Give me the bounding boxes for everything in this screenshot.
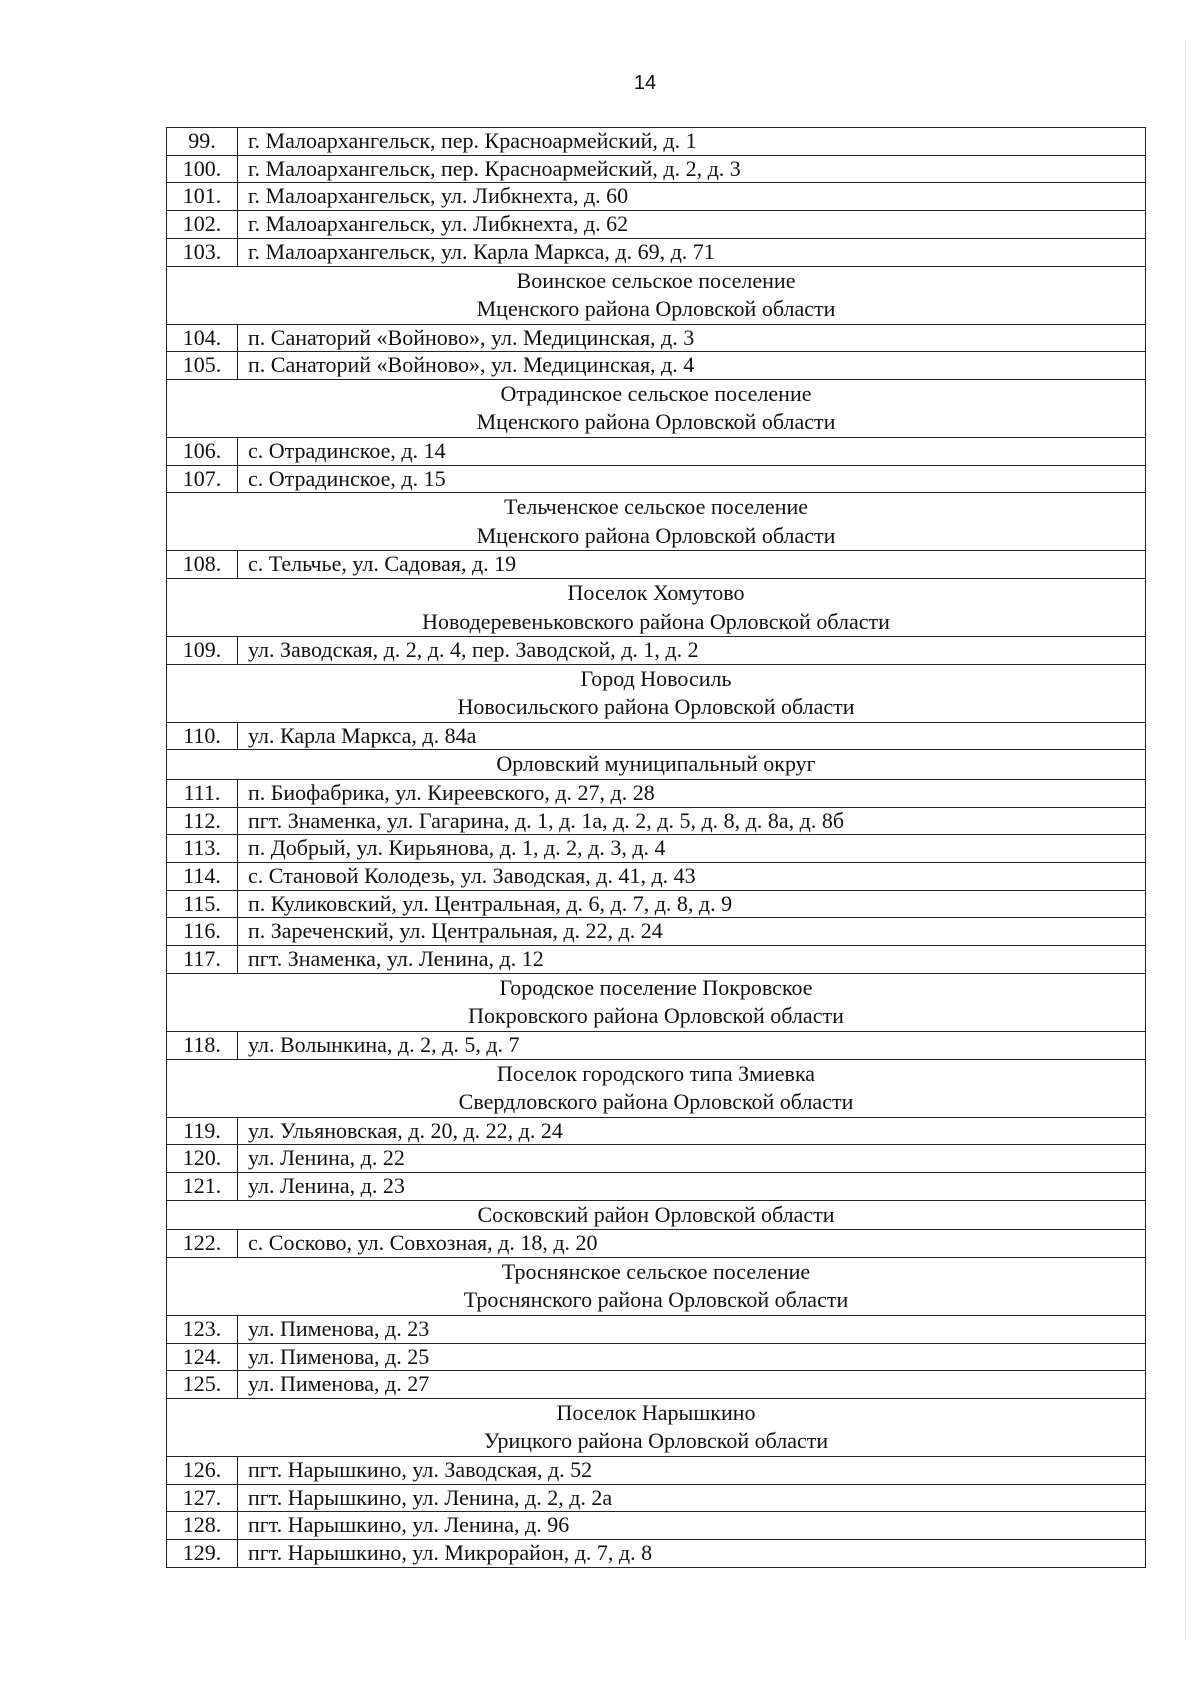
row-number: 124.	[167, 1343, 238, 1371]
table-row	[167, 324, 1146, 352]
section-header-line: Воинское сельское поселение	[516, 267, 796, 293]
row-address: ул. Пименова, д. 23	[238, 1315, 1146, 1343]
row-number: 123.	[167, 1315, 238, 1343]
table-row	[167, 779, 1146, 807]
table-row	[167, 890, 1146, 918]
table-row	[167, 238, 1146, 266]
row-address: п. Санаторий «Войново», ул. Медицинская, д. 4	[238, 352, 1146, 380]
row-number: 109.	[167, 637, 238, 665]
row-address: ул. Карла Маркса, д. 84а	[238, 722, 1146, 750]
section-header-line: Поселок Нарышкино	[556, 1399, 756, 1425]
row-number: 119.	[167, 1117, 238, 1145]
section-header-line: Троснянское сельское поселение	[501, 1258, 811, 1284]
row-number: 122.	[167, 1230, 238, 1258]
table-row	[167, 1456, 1146, 1484]
row-number: 118.	[167, 1031, 238, 1059]
row-address: ул. Ленина, д. 23	[238, 1172, 1146, 1200]
table-row	[167, 183, 1146, 211]
row-address: ул. Заводская, д. 2, д. 4, пер. Заводской, д. 1, д. 2	[238, 637, 1146, 665]
section-header-line: Троснянского района Орловской области	[463, 1287, 849, 1313]
row-address: г. Малоархангельск, пер. Красноармейский, д. 1	[238, 128, 1146, 156]
table-row	[167, 807, 1146, 835]
row-number: 100.	[167, 155, 238, 183]
section-header-line: Урицкого района Орловской области	[483, 1428, 829, 1454]
section-header-line: Мценского района Орловской области	[476, 296, 836, 322]
section-header	[167, 1200, 1146, 1230]
table-row	[167, 551, 1146, 579]
section-header-row	[167, 493, 1146, 551]
row-address: с. Тельчье, ул. Садовая, д. 19	[238, 551, 1146, 579]
scan-artifact	[1185, 40, 1186, 1640]
row-address: пгт. Знаменка, ул. Гагарина, д. 1, д. 1а, д. 2, д. 5, д. 8, д. 8а, д. 8б	[238, 807, 1146, 835]
row-address: с. Отрадинское, д. 14	[238, 437, 1146, 465]
section-header-line: Сосковский район Орловской области	[477, 1201, 835, 1227]
row-number: 114.	[167, 863, 238, 891]
row-address: ул. Пименова, д. 27	[238, 1371, 1146, 1399]
row-address: г. Малоархангельск, пер. Красноармейский, д. 2, д. 3	[238, 155, 1146, 183]
section-header-line: Свердловского района Орловской области	[458, 1089, 854, 1115]
section-header-line: Орловский муниципальный округ	[496, 751, 816, 777]
section-header-line: Поселок городского типа Змиевка	[496, 1060, 816, 1086]
section-header-row	[167, 1200, 1146, 1230]
table-row	[167, 1484, 1146, 1512]
table-row	[167, 211, 1146, 239]
section-header-row	[167, 579, 1146, 637]
row-number: 129.	[167, 1540, 238, 1568]
section-header-row	[167, 379, 1146, 437]
section-header-line: Тельченское сельское поселение	[503, 494, 809, 520]
row-number: 128.	[167, 1512, 238, 1540]
table-row	[167, 155, 1146, 183]
row-address: пгт. Нарышкино, ул. Ленина, д. 2, д. 2а	[238, 1484, 1146, 1512]
table-row	[167, 918, 1146, 946]
row-address: пгт. Нарышкино, ул. Микрорайон, д. 7, д. 8	[238, 1540, 1146, 1568]
section-header	[167, 664, 1146, 722]
table-row	[167, 637, 1146, 665]
row-address: г. Малоархангельск, ул. Карла Маркса, д. 69, д. 71	[238, 238, 1146, 266]
table-row	[167, 1540, 1146, 1568]
row-address: ул. Волынкина, д. 2, д. 5, д. 7	[238, 1031, 1146, 1059]
row-address: г. Малоархангельск, ул. Либкнехта, д. 62	[238, 211, 1146, 239]
section-header	[167, 1398, 1146, 1456]
table-row	[167, 1145, 1146, 1173]
row-number: 125.	[167, 1371, 238, 1399]
section-header-line: Покровского района Орловской области	[468, 1003, 844, 1029]
row-address: п. Куликовский, ул. Центральная, д. 6, д. 7, д. 8, д. 9	[238, 890, 1146, 918]
row-number: 116.	[167, 918, 238, 946]
section-header	[167, 579, 1146, 637]
row-address: с. Отрадинское, д. 15	[238, 465, 1146, 493]
section-header	[167, 1059, 1146, 1117]
row-number: 99.	[167, 128, 238, 156]
table-row	[167, 1230, 1146, 1258]
section-header	[167, 379, 1146, 437]
section-header-line: Город Новосиль	[580, 665, 732, 691]
row-address: с. Становой Колодезь, ул. Заводская, д. 41, д. 43	[238, 863, 1146, 891]
row-address: пгт. Нарышкино, ул. Заводская, д. 52	[238, 1456, 1146, 1484]
section-header-line: Поселок Хомутово	[567, 580, 745, 606]
row-number: 106.	[167, 437, 238, 465]
section-header-row	[167, 664, 1146, 722]
row-address: г. Малоархангельск, ул. Либкнехта, д. 60	[238, 183, 1146, 211]
address-table-body	[167, 128, 1146, 1568]
section-header-row	[167, 1257, 1146, 1315]
row-address: пгт. Знаменка, ул. Ленина, д. 12	[238, 946, 1146, 974]
row-address: ул. Пименова, д. 25	[238, 1343, 1146, 1371]
row-number: 105.	[167, 352, 238, 380]
section-header-line: Мценского района Орловской области	[476, 522, 836, 548]
section-header-line: Новодеревеньковского района Орловской области	[422, 608, 890, 634]
table-row	[167, 128, 1146, 156]
section-header-line: Новосильского района Орловской области	[457, 694, 855, 720]
row-number: 126.	[167, 1456, 238, 1484]
section-header-row	[167, 1398, 1146, 1456]
row-number: 115.	[167, 890, 238, 918]
section-header-line: Городское поселение Покровское	[499, 974, 813, 1000]
row-address: п. Зареченский, ул. Центральная, д. 22, д. 24	[238, 918, 1146, 946]
section-header	[167, 750, 1146, 780]
table-row	[167, 1343, 1146, 1371]
table-row	[167, 437, 1146, 465]
page-number: 14	[633, 72, 657, 94]
table-row	[167, 352, 1146, 380]
row-number: 117.	[167, 946, 238, 974]
section-header-row	[167, 750, 1146, 780]
table-row	[167, 1512, 1146, 1540]
table-row	[167, 835, 1146, 863]
table-row	[167, 722, 1146, 750]
row-number: 102.	[167, 211, 238, 239]
table-row	[167, 1371, 1146, 1399]
row-number: 121.	[167, 1172, 238, 1200]
row-address: ул. Ульяновская, д. 20, д. 22, д. 24	[238, 1117, 1146, 1145]
table-row	[167, 1315, 1146, 1343]
row-number: 111.	[167, 779, 238, 807]
row-number: 127.	[167, 1484, 238, 1512]
table-row	[167, 1172, 1146, 1200]
row-number: 104.	[167, 324, 238, 352]
row-number: 107.	[167, 465, 238, 493]
section-header	[167, 266, 1146, 324]
section-header	[167, 493, 1146, 551]
row-number: 120.	[167, 1145, 238, 1173]
row-address: ул. Ленина, д. 22	[238, 1145, 1146, 1173]
table-row	[167, 465, 1146, 493]
row-number: 101.	[167, 183, 238, 211]
row-number: 103.	[167, 238, 238, 266]
section-header-row	[167, 973, 1146, 1031]
row-number: 108.	[167, 551, 238, 579]
table-row	[167, 946, 1146, 974]
section-header-line: Отрадинское сельское поселение	[500, 380, 812, 406]
table-row	[167, 863, 1146, 891]
row-address: п. Биофабрика, ул. Киреевского, д. 27, д. 28	[238, 779, 1146, 807]
row-number: 112.	[167, 807, 238, 835]
section-header	[167, 1257, 1146, 1315]
section-header-row	[167, 1059, 1146, 1117]
row-number: 113.	[167, 835, 238, 863]
table-row	[167, 1031, 1146, 1059]
row-address: п. Санаторий «Войново», ул. Медицинская, д. 3	[238, 324, 1146, 352]
section-header	[167, 973, 1146, 1031]
row-number: 110.	[167, 722, 238, 750]
row-address: пгт. Нарышкино, ул. Ленина, д. 96	[238, 1512, 1146, 1540]
section-header-line: Мценского района Орловской области	[476, 409, 836, 435]
row-address: с. Сосково, ул. Совхозная, д. 18, д. 20	[238, 1230, 1146, 1258]
address-table	[166, 127, 1146, 1568]
row-address: п. Добрый, ул. Кирьянова, д. 1, д. 2, д. 3, д. 4	[238, 835, 1146, 863]
table-row	[167, 1117, 1146, 1145]
section-header-row	[167, 266, 1146, 324]
